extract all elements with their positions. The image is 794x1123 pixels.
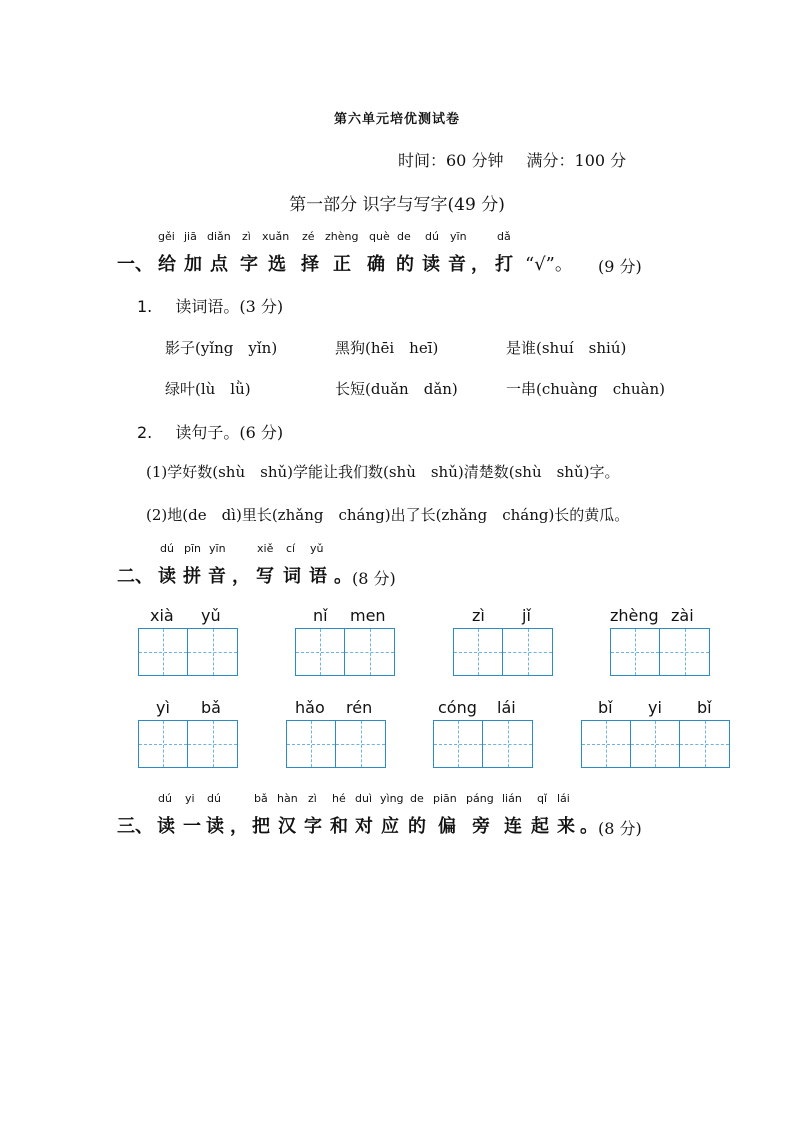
grid-cell[interactable] — [188, 721, 237, 767]
grid-pinyin — [610, 606, 659, 625]
section-score: (8 分) — [598, 819, 642, 838]
grid-cell[interactable] — [345, 629, 394, 675]
heading-char: ， — [232, 566, 250, 587]
heading-char: 正 — [333, 254, 351, 275]
grid-cell[interactable] — [287, 721, 336, 767]
py-token: dǎ — [497, 230, 511, 243]
py-token: yīn — [450, 230, 467, 243]
text: men — [350, 606, 386, 625]
grid-cell[interactable] — [188, 629, 237, 675]
py-token: hàn — [277, 792, 298, 805]
subsection-number: 1. — [137, 297, 153, 316]
grid-pinyin — [295, 698, 325, 717]
heading-char: 旁 — [472, 816, 490, 837]
subsection2-heading — [137, 420, 283, 443]
heading-char: 。 — [334, 566, 352, 587]
heading-char: 拼 — [183, 566, 201, 587]
grid-cell[interactable] — [139, 629, 188, 675]
writing-grid[interactable] — [610, 628, 710, 676]
word-item: 是谁(shuí shiú) — [506, 339, 627, 357]
py-token: páng — [466, 792, 494, 805]
py-token: lián — [502, 792, 522, 805]
text: lái — [497, 698, 516, 717]
grid-cell[interactable] — [680, 721, 729, 767]
py-token: xiě — [257, 542, 274, 555]
text: zì — [472, 606, 485, 625]
grid-pinyin — [598, 698, 613, 717]
py-token: yǔ — [310, 542, 324, 555]
grid-cell[interactable] — [296, 629, 345, 675]
py-token: zhèng — [325, 230, 359, 243]
writing-grid[interactable] — [581, 720, 730, 768]
heading-char: 把 — [252, 816, 270, 837]
heading-char: 读 — [206, 816, 224, 837]
py-token: gěi — [158, 230, 175, 243]
py-token: zì — [308, 792, 317, 805]
grid-cell[interactable] — [454, 629, 503, 675]
section1-pinyin — [0, 230, 794, 246]
word-item: 绿叶(lù lǜ) — [165, 380, 251, 398]
grid-pinyin — [472, 606, 485, 625]
py-token: què — [369, 230, 390, 243]
py-token: yi — [185, 792, 195, 805]
grid-cell[interactable] — [483, 721, 532, 767]
heading-char: 读 — [157, 816, 175, 837]
heading-char: 起 — [531, 816, 549, 837]
heading-char: 音 — [448, 254, 466, 275]
grid-pinyin — [201, 698, 221, 717]
subsection-label: 读词语。(3 分) — [175, 297, 284, 316]
py-token: diǎn — [207, 230, 231, 243]
py-token: lái — [557, 792, 570, 805]
text: bǎ — [201, 698, 221, 717]
grid-cell[interactable] — [434, 721, 483, 767]
grid-cell[interactable] — [660, 629, 709, 675]
grid-pinyin — [522, 606, 531, 625]
text: rén — [346, 698, 373, 717]
heading-char: 读 — [422, 254, 440, 275]
tick-mark: “√”。 — [525, 254, 573, 275]
text: jǐ — [522, 606, 531, 625]
py-token: zé — [302, 230, 315, 243]
heading-char: 偏 — [438, 816, 456, 837]
py-token: dú — [158, 792, 172, 805]
py-token: bǎ — [254, 792, 268, 805]
word-item: 黑狗(hēi heī) — [335, 339, 439, 357]
heading-char: ， — [230, 816, 248, 837]
heading-char: 音 — [208, 566, 226, 587]
writing-grid[interactable] — [295, 628, 395, 676]
section2-heading — [0, 562, 794, 588]
section-score: (9 分) — [598, 257, 642, 276]
section-number: 二、 — [117, 566, 153, 587]
heading-char: 确 — [367, 254, 385, 275]
word-item: 长短(duǎn dǎn) — [335, 380, 458, 398]
section3-pinyin — [0, 792, 794, 808]
writing-grid[interactable] — [286, 720, 386, 768]
writing-grid[interactable] — [138, 720, 238, 768]
section-score: (8 分) — [352, 569, 396, 588]
page-title: 第六单元培优测试卷 — [333, 112, 460, 127]
py-token: pīn — [184, 542, 202, 555]
heading-char: 打 — [495, 254, 513, 275]
grid-cell[interactable] — [336, 721, 385, 767]
heading-char: 来 — [557, 816, 575, 837]
grid-cell[interactable] — [582, 721, 631, 767]
sentence: (1)学好数(shù shǔ)学能让我们数(shù shǔ)清楚数(shù shǔ)字。 — [146, 463, 620, 481]
heading-char: 对 — [355, 816, 373, 837]
exam-meta — [398, 148, 644, 171]
py-token: yìng — [380, 792, 404, 805]
part-heading: 第一部分 识字与写字(49 分) — [289, 195, 505, 215]
py-token: de — [410, 792, 424, 805]
grid-pinyin — [497, 698, 516, 717]
heading-char: 点 — [210, 254, 228, 275]
py-token: de — [397, 230, 411, 243]
grid-pinyin — [438, 698, 477, 717]
heading-char: 给 — [158, 254, 176, 275]
py-token: hé — [332, 792, 346, 805]
py-token: zì — [242, 230, 251, 243]
text: bǐ — [697, 698, 712, 717]
py-token: duì — [355, 792, 373, 805]
py-token: qǐ — [537, 792, 548, 805]
time-limit: 时间：60 分钟 — [398, 151, 504, 170]
heading-char: 字 — [304, 816, 322, 837]
heading-char: 词 — [283, 566, 301, 587]
grid-cell[interactable] — [611, 629, 660, 675]
section2-pinyin — [0, 542, 794, 558]
py-token: jiā — [184, 230, 197, 243]
full-score: 满分：100 分 — [526, 151, 627, 170]
writing-grid[interactable] — [433, 720, 533, 768]
sentence: (2)地(de dì)里长(zhǎng cháng)出了长(zhǎng cháng)长的黄瓜。 — [146, 506, 630, 524]
py-token: dú — [425, 230, 439, 243]
heading-char: 读 — [158, 566, 176, 587]
heading-char: 的 — [396, 254, 414, 275]
grid-pinyin — [156, 698, 170, 717]
text: yì — [156, 698, 170, 717]
grid-cell[interactable] — [139, 721, 188, 767]
writing-grid[interactable] — [453, 628, 553, 676]
writing-grid[interactable] — [138, 628, 238, 676]
heading-char: 语 — [309, 566, 327, 587]
py-token: xuǎn — [262, 230, 290, 243]
word-item: 影子(yǐng yǐn) — [165, 339, 278, 357]
section-number: 三、 — [117, 816, 153, 837]
py-token: piān — [433, 792, 457, 805]
heading-char: 择 — [301, 254, 319, 275]
heading-char: 字 — [240, 254, 258, 275]
text: hǎo — [295, 698, 325, 717]
grid-cell[interactable] — [631, 721, 680, 767]
heading-char: 汉 — [278, 816, 296, 837]
text: yǔ — [201, 606, 221, 625]
py-token: dú — [207, 792, 221, 805]
subsection1-heading — [137, 294, 283, 317]
text: zhèng — [610, 606, 659, 625]
subsection-label: 读句子。(6 分) — [175, 423, 284, 442]
text: zài — [671, 606, 694, 625]
section-number: 一、 — [117, 254, 153, 275]
heading-char: 应 — [381, 816, 399, 837]
subsection-number: 2. — [137, 423, 153, 442]
heading-char: 。 — [580, 816, 598, 837]
section3-heading — [0, 812, 794, 838]
text: bǐ — [598, 698, 613, 717]
grid-pinyin — [201, 606, 221, 625]
heading-char: ， — [471, 254, 489, 275]
word-item: 一串(chuàng chuàn) — [506, 380, 665, 398]
heading-char: 写 — [256, 566, 274, 587]
text: cóng — [438, 698, 477, 717]
section1-heading — [0, 250, 794, 276]
heading-char: 选 — [268, 254, 286, 275]
grid-pinyin — [346, 698, 372, 717]
py-token: cí — [286, 542, 296, 555]
grid-cell[interactable] — [503, 629, 552, 675]
grid-pinyin — [671, 606, 694, 625]
py-token: yīn — [209, 542, 226, 555]
heading-char: 加 — [184, 254, 202, 275]
grid-pinyin — [313, 606, 328, 625]
grid-pinyin — [648, 698, 662, 717]
heading-char: 连 — [504, 816, 522, 837]
py-token: dú — [160, 542, 174, 555]
text: xià — [150, 606, 174, 625]
text: yi — [648, 698, 662, 717]
text: nǐ — [313, 606, 328, 625]
heading-char: 一 — [183, 816, 201, 837]
grid-pinyin — [350, 606, 386, 625]
heading-char: 和 — [330, 816, 348, 837]
grid-pinyin — [697, 698, 712, 717]
grid-pinyin — [150, 606, 174, 625]
heading-char: 的 — [408, 816, 426, 837]
